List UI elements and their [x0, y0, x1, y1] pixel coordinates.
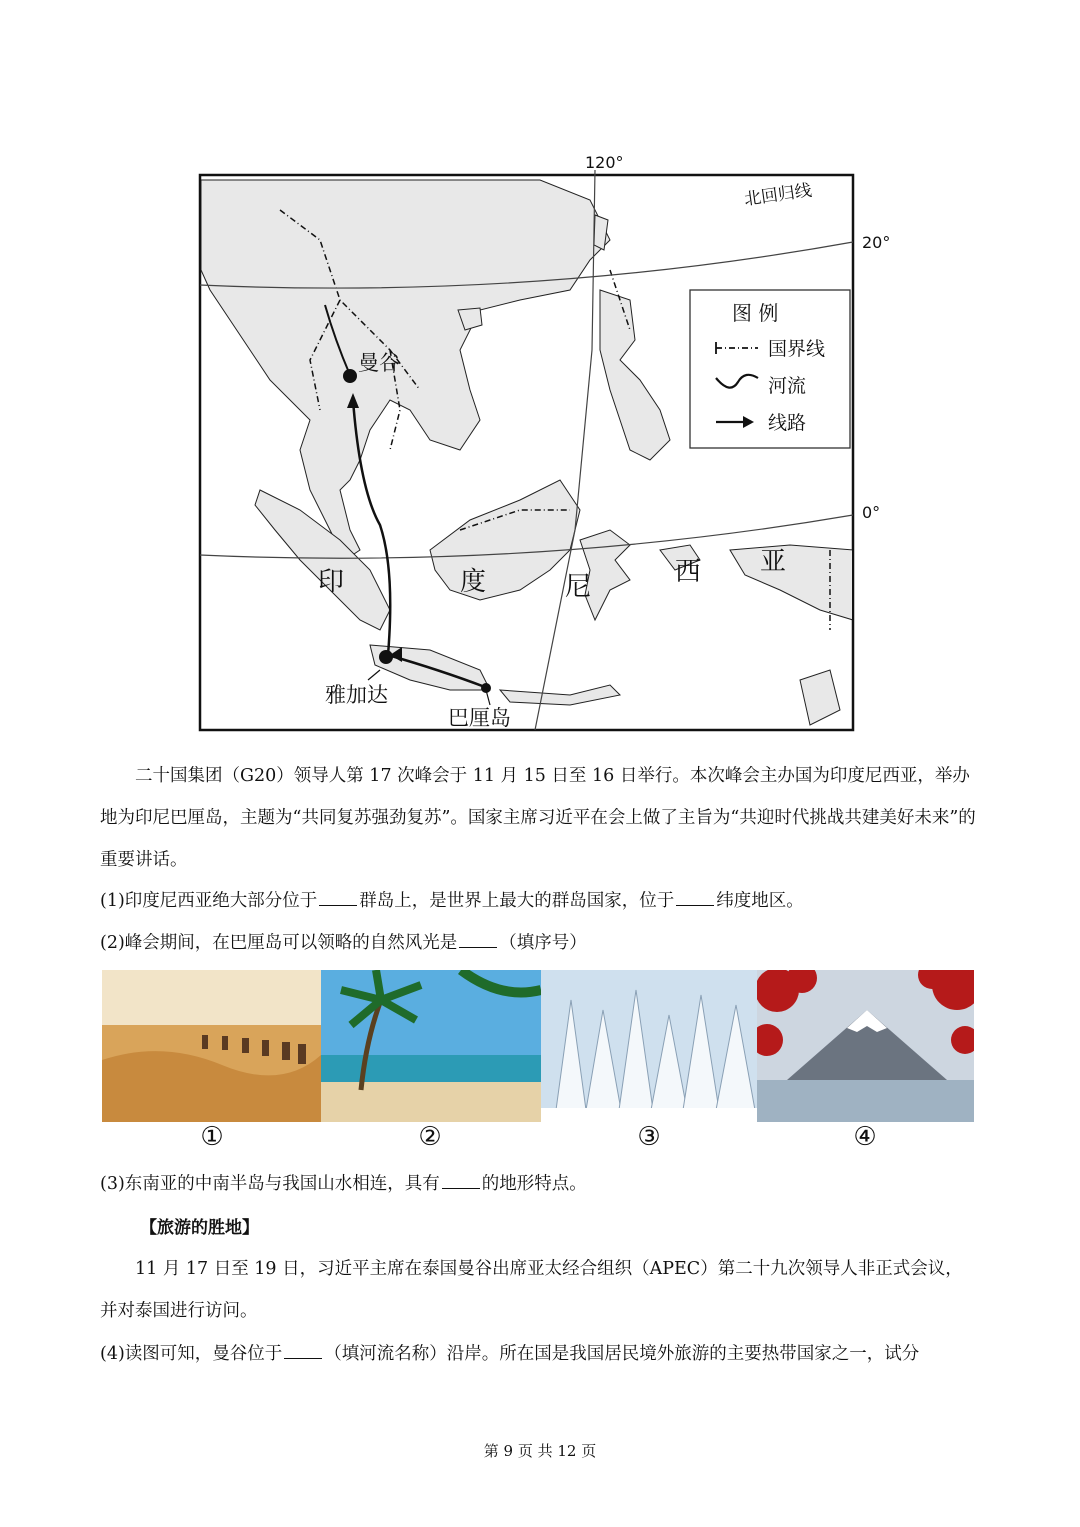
page-footer: 第 9 页 共 12 页 [483, 1442, 597, 1460]
answer-blank-1a[interactable] [319, 889, 357, 906]
paragraph-apec: 11 月 17 日至 19 日，习近平主席在泰国曼谷出席亚太经合组织（APEC）第二十九次领导人非正式会议，并对泰国进行访问。 [100, 1259, 963, 1321]
map-legend [690, 290, 850, 448]
photo-desert [102, 970, 321, 1122]
answer-blank-2[interactable] [459, 931, 497, 948]
paragraph-g20: 二十国集团（G20）领导人第 17 次峰会于 11 月 15 日至 16 日举行。本次峰会主办国为印度尼西亚，举办地为印尼巴厘岛，主题为“共同复苏强劲复苏”。国家主席习近平在会上做了主旨为“共迎时代挑战共建美好未来”的重要讲话。 [100, 766, 976, 870]
jakarta-label: 雅加达 [325, 683, 388, 707]
latitude-20-label: 20° [862, 233, 891, 252]
svg-text:西: 西 [675, 557, 702, 587]
svg-text:尼: 尼 [565, 572, 592, 602]
legend-item-border: 国界线 [768, 338, 826, 360]
jakarta-dot [379, 650, 393, 664]
photo-snowy-forest [541, 970, 757, 1122]
longitude-label: 120° [585, 153, 624, 172]
photo-label-4: ④ [853, 1122, 877, 1152]
answer-blank-1b[interactable] [676, 889, 714, 906]
latitude-0-label: 0° [862, 503, 881, 522]
map-figure [190, 150, 900, 740]
bangkok-dot [343, 369, 357, 383]
svg-text:度: 度 [460, 567, 487, 597]
photo-label-3: ③ [637, 1122, 661, 1152]
photo-mount-fuji [757, 970, 974, 1122]
tropic-label: 北回归线 [742, 180, 814, 210]
legend-item-route: 线路 [768, 412, 807, 434]
question-2: (2)峰会期间，在巴厘岛可以领略的自然风光是 （填序号） [100, 933, 587, 953]
bali-dot [481, 683, 491, 693]
question-4: (4)读图可知，曼谷位于 （填河流名称）沿岸。所在国是我国居民境外旅游的主要热带国家之一，试分 [100, 1344, 920, 1364]
photo-label-1: ① [200, 1122, 224, 1152]
question-3: (3)东南亚的中南半岛与我国山水相连，具有 的地形特点。 [100, 1174, 587, 1194]
photo-label-2: ② [418, 1122, 442, 1152]
bangkok-label: 曼谷 [358, 351, 400, 375]
southeast-asia-map [190, 150, 900, 740]
legend-item-river: 河流 [768, 375, 807, 397]
bali-label: 巴厘岛 [448, 706, 511, 730]
question-1: (1)印度尼西亚绝大部分位于 群岛上，是世界上最大的群岛国家，位于 纬度地区。 [100, 891, 804, 911]
answer-blank-4[interactable] [284, 1342, 322, 1359]
answer-blank-3[interactable] [442, 1172, 480, 1189]
section-title: 【旅游的胜地】 [140, 1218, 259, 1238]
legend-title: 图 例 [732, 301, 779, 325]
svg-text:印: 印 [318, 567, 345, 597]
photo-tropical-beach [321, 970, 541, 1122]
svg-text:亚: 亚 [760, 547, 787, 577]
